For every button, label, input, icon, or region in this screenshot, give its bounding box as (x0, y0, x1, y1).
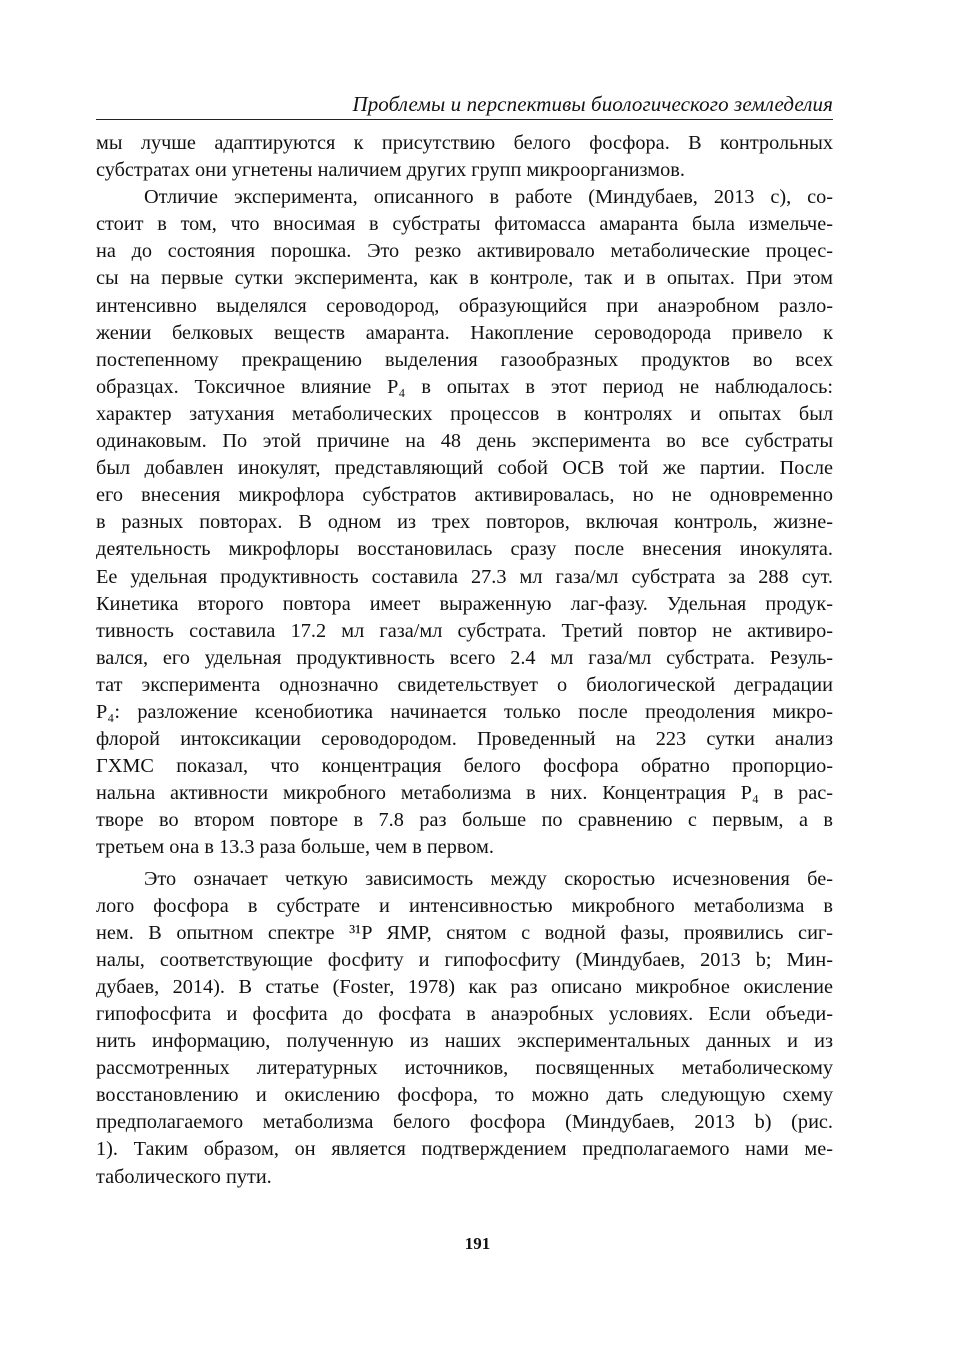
text-line: интенсивно выделялся сероводород, образующийся при анаэробном разло- (96, 294, 833, 317)
paragraph-3 (96, 866, 833, 1191)
text-line: Кинетика второго повтора имеет выраженную лаг-фазу. Удельная продук- (96, 592, 833, 615)
paragraph-2 (96, 184, 833, 861)
text-line: гипофосфита и фосфита до фосфата в анаэробных условиях. Если объеди- (96, 1003, 833, 1025)
text-line: вался, его удельная продуктивность всего 2.4 мл газа/мл субстрата. Резуль- (96, 646, 833, 669)
text-line: 1). Таким образом, он является подтверждением предполагаемого нами ме- (96, 1138, 833, 1161)
text-line: P₄: разложение ксенобиотика начинается только после преодоления микро- (96, 700, 833, 723)
text-line: творе во втором повторе в 7.8 раз больше по сравнению с первым, а в (96, 809, 833, 832)
text-line: нить информацию, полученную из наших экспериментальных данных и из (96, 1030, 833, 1053)
text-line: Ее удельная продуктивность составила 27.3 мл газа/мл субстрата за 288 сут. (96, 565, 833, 588)
text-line: был добавлен инокулят, представляющий собой ОСВ той же партии. После (96, 457, 833, 480)
text-line: деятельность микрофлоры восстановилась сразу после внесения инокулята. (96, 538, 833, 561)
text-line: характер затухания метаболических процессов в контролях и опытах был (96, 402, 833, 425)
text-line: в разных повторах. В одном из трех повторов, включая контроль, жизне- (96, 511, 833, 534)
text-line: Это означает четкую зависимость между скоростью исчезновения бе- (144, 867, 833, 890)
text-line: нем. В опытном спектре ³¹P ЯМР, снятом с водной фазы, проявились сиг- (96, 921, 833, 944)
text-line: одинаковым. По этой причине на 48 день эксперимента во все субстраты (96, 430, 833, 453)
text-line: его внесения микрофлора субстратов активировалась, но не одновременно (96, 484, 833, 507)
text-line: Отличие эксперимента, описанного в работе (Миндубаев, 2013 c), со- (144, 186, 833, 209)
text-line: на до состояния порошка. Это резко активировало метаболические процес- (96, 240, 833, 263)
text-line: тивность составила 17.2 мл газа/мл субстрата. Третий повтор не активиро- (96, 619, 833, 642)
text-line: стоит в том, что вносимая в субстраты фитомасса амаранта была измельче- (96, 213, 833, 236)
page-number: 191 (464, 1234, 491, 1253)
text-line: рассмотренных литературных источников, посвященных метаболическому (96, 1057, 833, 1080)
text-line: нальна активности микробного метаболизма в них. Концентрация P₄ в рас- (96, 782, 833, 805)
text-line: восстановлению и окислению фосфора, то можно дать следующую схему (96, 1084, 833, 1107)
text-line: образцах. Токсичное влияние P₄ в опытах в этот период не наблюдалось: (96, 375, 833, 398)
text-line: постепенному прекращению выделения газообразных продуктов во всех (96, 348, 833, 371)
text-line: третьем она в 13.3 раза больше, чем в первом. (96, 836, 494, 859)
text-line: сы на первые сутки эксперимента, как в контроле, так и в опытах. При этом (96, 267, 833, 290)
text-line: флорой интоксикации сероводородом. Проведенный на 223 сутки анализ (96, 728, 833, 751)
text-line: жении белковых веществ амаранта. Накопление сероводорода привело к (96, 321, 833, 344)
header-rule (96, 119, 833, 120)
paragraph-1 (96, 130, 833, 184)
text-line: лого фосфора в субстрате и интенсивностью микробного метаболизма в (96, 894, 833, 917)
body-text (96, 130, 833, 1191)
text-line: тат эксперимента однозначно свидетельствует о биологической деградации (96, 673, 833, 696)
text-line: таболического пути. (96, 1165, 272, 1188)
text-line: дубаев, 2014). В статье (Foster, 1978) как раз описано микробное окисление (96, 975, 833, 998)
text-line: ГХМС показал, что концентрация белого фосфора обратно пропорцио- (96, 755, 833, 778)
text-line: налы, соответствующие фосфиту и гипофосфиту (Миндубаев, 2013 b; Мин- (96, 948, 833, 971)
running-header-title: Проблемы и перспективы биологического земледелия (352, 92, 833, 116)
running-header (96, 90, 833, 124)
text-line: предполагаемого метаболизма белого фосфора (Миндубаев, 2013 b) (рис. (96, 1111, 833, 1134)
text-line: субстратах они угнетены наличием других групп микроорганизмов. (96, 159, 685, 182)
text-line: мы лучше адаптируются к присутствию белого фосфора. В контрольных (96, 132, 833, 154)
